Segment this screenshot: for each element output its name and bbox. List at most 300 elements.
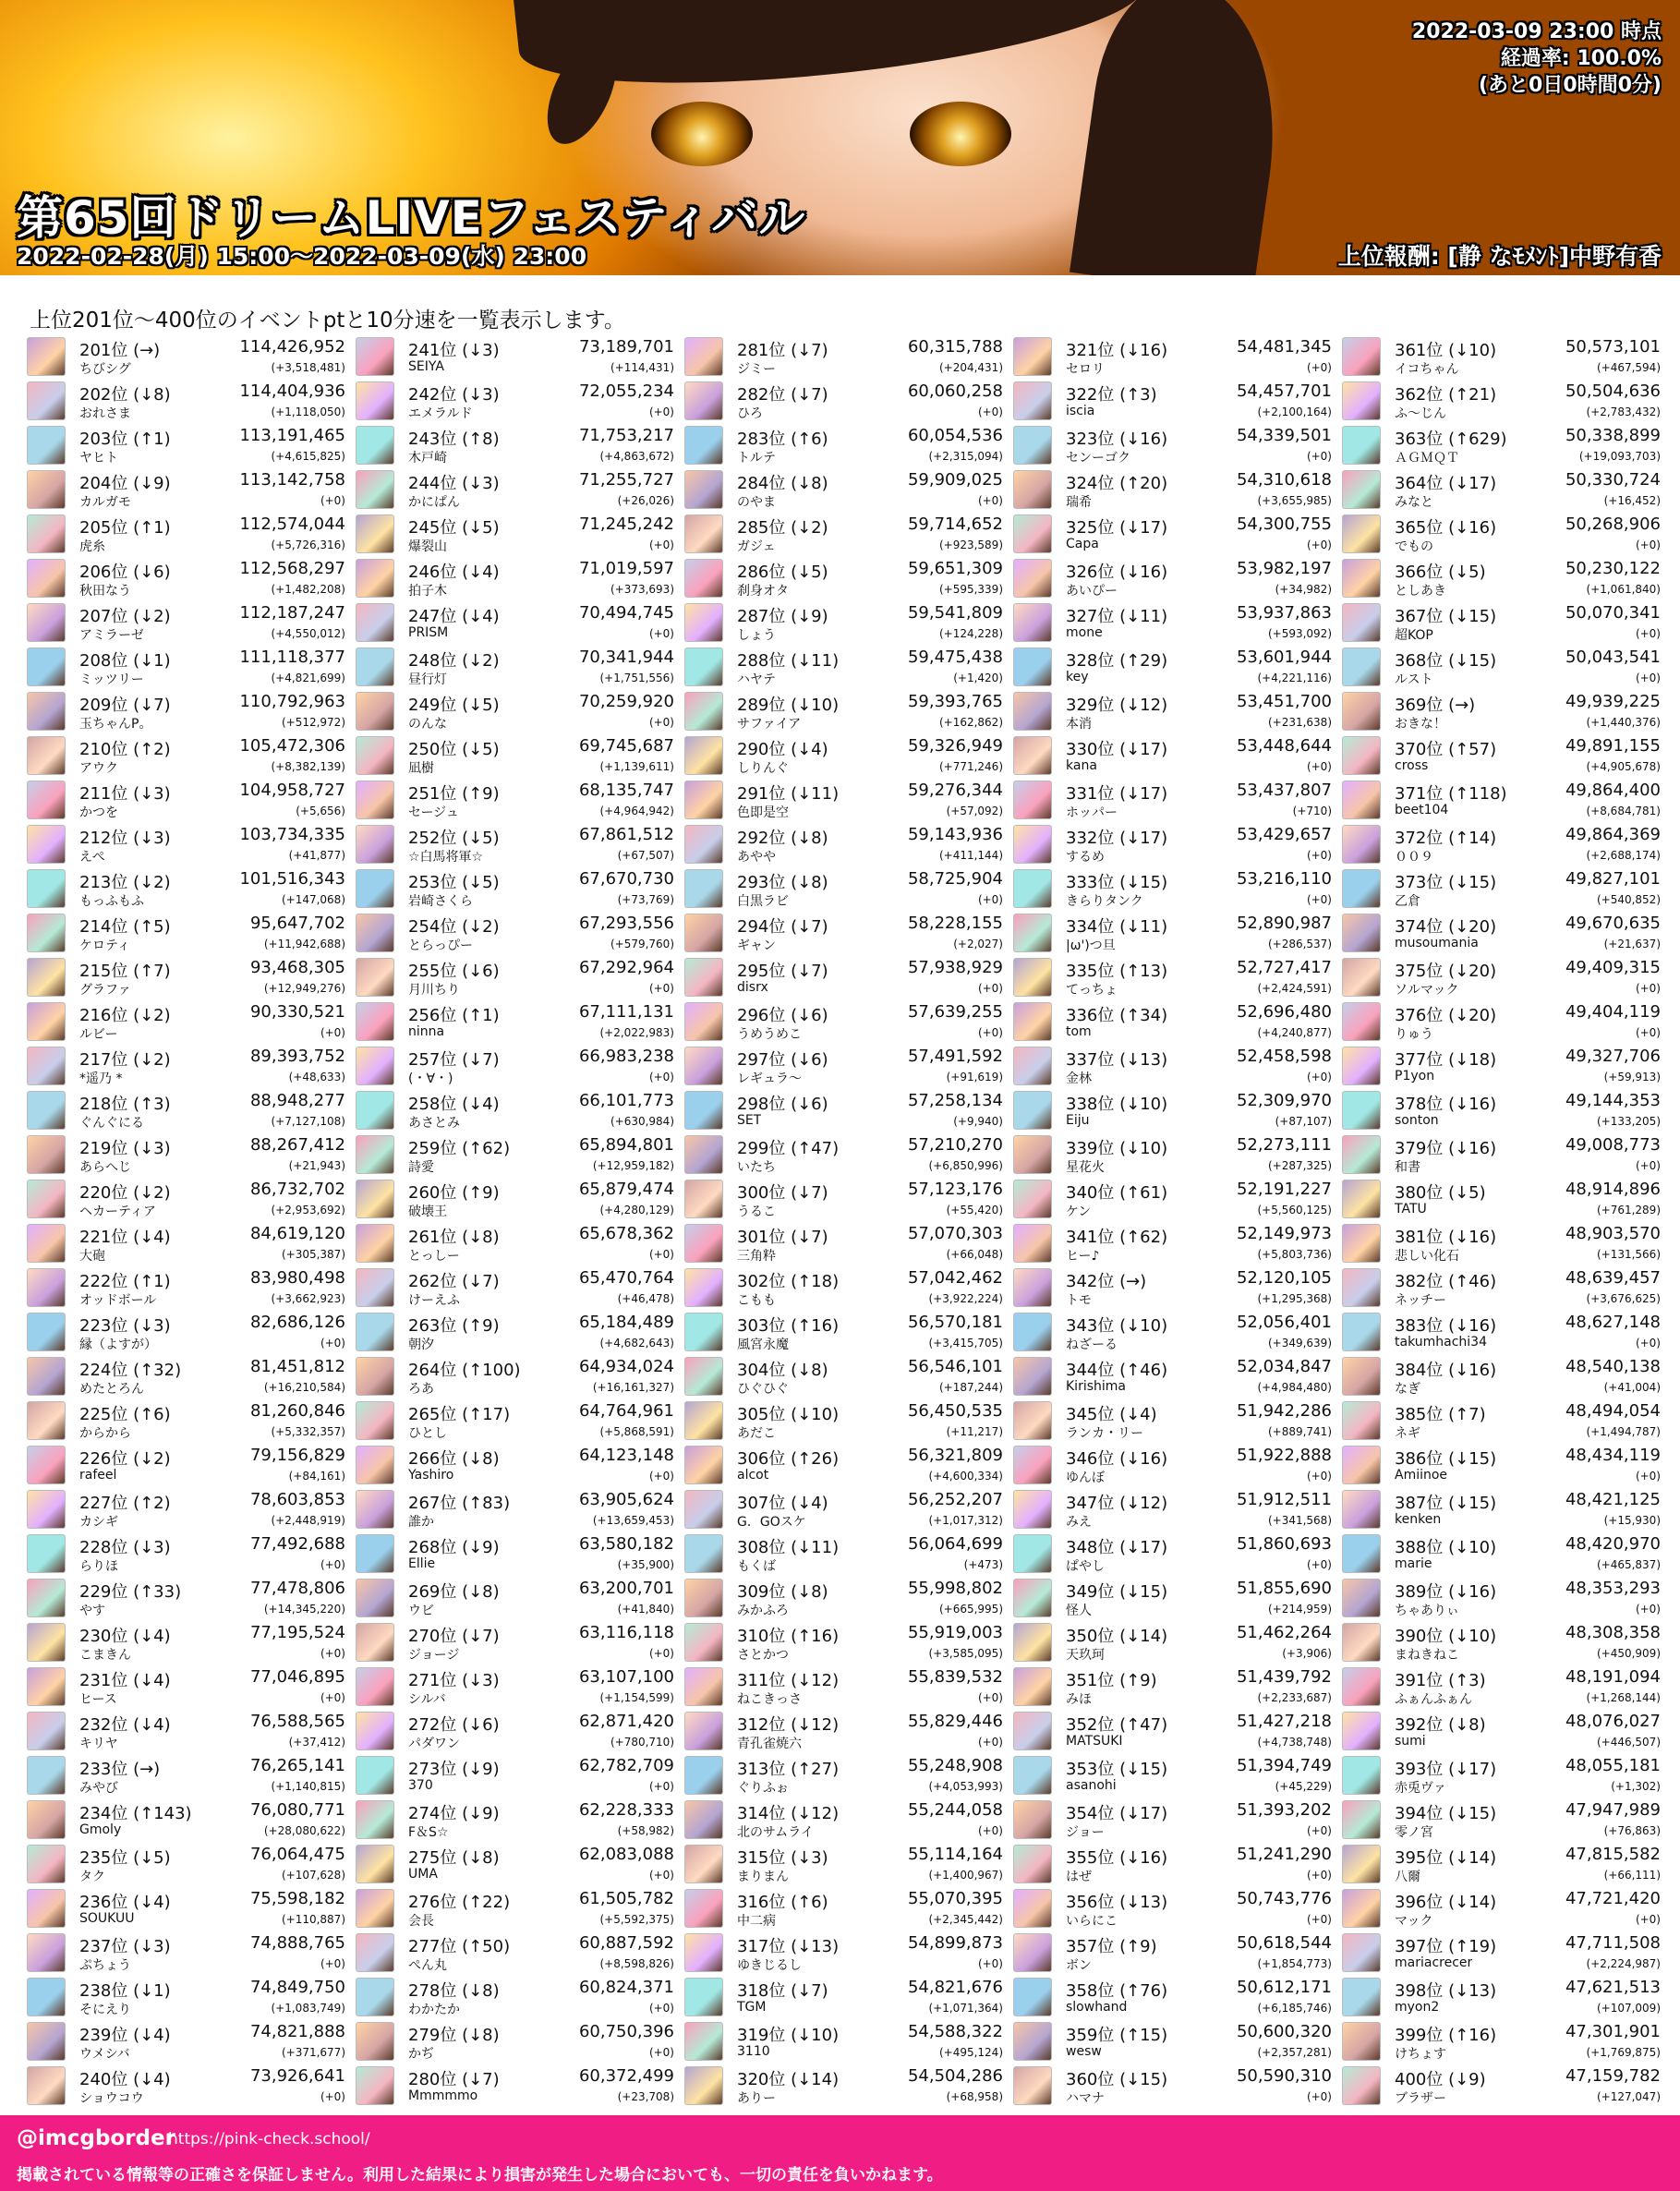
avatar-icon [1342,1268,1381,1307]
ranking-row [1010,955,1334,999]
ten-minute-speed: (+23,708) [617,2090,674,2103]
ten-minute-speed: (+473) [963,1558,1003,1571]
avatar-icon [1013,958,1052,997]
rank-label: 274位 (↓9) [408,1804,500,1823]
ten-minute-speed: (+1,420) [953,672,1003,684]
producer-name: シルバ [408,1692,446,1707]
avatar-icon [27,1933,66,1972]
event-points: 63,107,100 [578,1667,674,1687]
ten-minute-speed: (+0) [977,1736,1003,1749]
ranking-row [682,1088,1005,1132]
ranking-row [24,1044,347,1088]
producer-name: ぐんぐにる [79,1116,144,1131]
producer-name: ショウコウ [79,2091,144,2106]
producer-name: タク [79,1870,105,1884]
rank-label: 324位 (↑20) [1066,474,1168,493]
ten-minute-speed: (+0) [1635,672,1661,684]
producer-name: みえ [1066,1515,1092,1530]
ten-minute-speed: (+1,268,144) [1586,1691,1661,1704]
event-points: 49,144,353 [1565,1091,1661,1110]
ten-minute-speed: (+373,693) [610,583,674,596]
rank-label: 213位 (↓2) [79,873,171,892]
producer-name: ジミー [737,362,776,377]
rank-label: 348位 (↓17) [1066,1538,1168,1557]
ten-minute-speed: (+0) [1306,849,1332,862]
ranking-row [24,822,347,866]
ten-minute-speed: (+15,930) [1603,1514,1661,1527]
producer-name: Yashiro [408,1468,454,1483]
ranking-row [1010,1177,1334,1221]
avatar-icon [684,1845,723,1883]
producer-name: rafeel [79,1468,117,1483]
avatar-icon [684,1579,723,1617]
ranking-row [353,645,676,689]
producer-name: グラファ [79,983,131,998]
rank-label: 278位 (↓8) [408,1981,500,2001]
ten-minute-speed: (+4,905,678) [1586,760,1661,773]
timestamp-block [1412,18,1662,99]
avatar-icon [356,559,394,598]
ten-minute-speed: (+4,863,672) [599,450,674,463]
event-points: 48,076,027 [1565,1712,1661,1731]
event-points: 78,603,853 [249,1490,345,1509]
event-points: 76,064,475 [249,1845,345,1864]
ten-minute-speed: (+0) [1635,539,1661,551]
ten-minute-speed: (+2,688,174) [1586,849,1661,862]
producer-name: おきな！ [1395,717,1446,732]
producer-name: ろあ [408,1382,434,1397]
ten-minute-speed: (+8,684,781) [1586,805,1661,817]
rank-label: 384位 (↓16) [1395,1361,1497,1380]
avatar-icon [27,426,66,465]
ranking-row [353,1443,676,1487]
ranking-row [682,1531,1005,1576]
producer-name: でもの [1395,539,1433,554]
event-points: 65,678,362 [578,1224,674,1243]
avatar-icon [356,1180,394,1218]
producer-name: Gmoly [79,1822,122,1837]
ten-minute-speed: (+4,615,825) [271,450,345,463]
rank-label: 379位 (↓16) [1395,1139,1497,1158]
event-points: 79,156,829 [249,1446,345,1465]
ranking-row [24,512,347,556]
avatar-icon [1013,1889,1052,1928]
ranking-row [353,911,676,955]
producer-name: ぱやし [1066,1559,1105,1574]
event-points: 55,829,446 [907,1712,1003,1731]
avatar-icon [1342,1623,1381,1662]
event-points: 54,310,618 [1236,470,1332,490]
avatar-icon [1342,1224,1381,1263]
ten-minute-speed: (+1,440,376) [1586,716,1661,729]
event-points: 48,639,457 [1565,1268,1661,1288]
event-points: 77,046,895 [249,1667,345,1687]
avatar-icon [1013,736,1052,775]
ten-minute-speed: (+3,662,923) [271,1292,345,1305]
event-points: 50,600,320 [1236,2022,1332,2041]
avatar-icon [27,1978,66,2016]
event-points: 66,983,238 [578,1047,674,1066]
producer-name: かにぱん [408,495,460,510]
producer-name: ヤヒト [79,451,118,466]
ten-minute-speed: (+66,111) [1603,1869,1661,1882]
avatar-icon [27,1357,66,1396]
rank-label: 232位 (↓4) [79,1715,171,1735]
event-points: 59,909,025 [907,470,1003,490]
avatar-icon [1013,514,1052,553]
ranking-row [682,1753,1005,1798]
avatar-icon [356,1047,394,1085]
ten-minute-speed: (+5,656) [296,805,345,817]
producer-name: F＆S☆ [408,1825,449,1840]
producer-name: いたち [737,1160,776,1175]
ranking-row [1339,1265,1662,1310]
rank-label: 391位 (↑3) [1395,1671,1486,1690]
rank-label: 365位 (↓16) [1395,518,1497,538]
avatar-icon [1342,1534,1381,1573]
rank-label: 293位 (↓8) [737,873,828,892]
event-points: 53,429,657 [1236,825,1332,844]
rank-label: 381位 (↓16) [1395,1228,1497,1247]
avatar-icon [684,1268,723,1307]
event-points: 65,894,801 [578,1135,674,1155]
avatar-icon [356,1490,394,1529]
ranking-row [1339,556,1662,600]
event-points: 59,276,344 [907,781,1003,800]
ten-minute-speed: (+21,637) [1603,938,1661,950]
ranking-row [1339,1443,1662,1487]
producer-name: |ω')つ旦 [1066,938,1116,953]
event-points: 53,601,944 [1236,648,1332,667]
ranking-row [353,999,676,1044]
rank-label: 386位 (↓15) [1395,1449,1497,1469]
producer-name: 北のサムライ [737,1825,814,1840]
event-points: 48,191,094 [1565,1667,1661,1687]
ten-minute-speed: (+4,738,748) [1257,1736,1332,1749]
producer-name: いらにこ [1066,1914,1118,1929]
avatar-icon [1013,781,1052,819]
producer-name: 誰か [408,1515,434,1530]
producer-name: ヒース [79,1692,117,1707]
event-points: 50,618,544 [1236,1933,1332,1953]
ranking-row [24,866,347,911]
ranking-row [353,1842,676,1886]
ten-minute-speed: (+107,628) [281,1869,345,1882]
producer-name: 星花火 [1066,1160,1105,1175]
event-points: 63,116,118 [578,1623,674,1642]
avatar-icon [684,914,723,952]
event-points: 50,338,899 [1565,426,1661,445]
ranking-row [24,911,347,955]
rank-label: 207位 (↓2) [79,607,171,626]
event-points: 56,321,809 [907,1446,1003,1465]
producer-name: 本消 [1066,717,1092,732]
ten-minute-speed: (+923,589) [938,539,1003,551]
producer-name: みかふろ [737,1604,789,1618]
rank-label: 266位 (↓8) [408,1449,500,1469]
ranking-row [1010,1088,1334,1132]
ten-minute-speed: (+0) [648,2002,674,2015]
ranking-row [1010,1310,1334,1354]
event-points: 67,670,730 [578,869,674,889]
producer-name: ハヤテ [737,672,776,687]
event-points: 54,821,676 [907,1978,1003,1997]
avatar-icon [1342,2022,1381,2061]
ten-minute-speed: (+1,400,967) [928,1869,1003,1882]
rank-label: 241位 (↓3) [408,341,500,360]
ten-minute-speed: (+12,949,276) [263,982,345,995]
avatar-icon [1013,603,1052,642]
ten-minute-speed: (+37,412) [288,1736,345,1749]
event-points: 49,008,773 [1565,1135,1661,1155]
ten-minute-speed: (+21,943) [288,1159,345,1172]
producer-name: とっしー [408,1249,460,1264]
producer-name: らりほ [79,1559,118,1574]
ranking-row [1339,733,1662,778]
producer-name: パダワン [408,1737,460,1751]
event-points: 58,228,155 [907,914,1003,933]
producer-name: 会長 [408,1914,434,1929]
producer-name: けちょす [1395,2047,1446,2062]
rank-label: 210位 (↑2) [79,740,171,759]
rank-label: 295位 (↓7) [737,962,828,981]
avatar-icon [684,337,723,376]
event-points: 101,516,343 [239,869,345,889]
ranking-row [682,778,1005,822]
producer-name: エメラルド [408,406,473,421]
ranking-row [1010,379,1334,423]
event-points: 110,792,963 [239,692,345,711]
producer-name: マック [1395,1914,1433,1929]
ten-minute-speed: (+34,982) [1275,583,1332,596]
rank-label: 262位 (↓7) [408,1272,500,1291]
ten-minute-speed: (+465,837) [1596,1558,1661,1571]
rank-label: 230位 (↓4) [79,1627,171,1646]
rank-label: 385位 (↑7) [1395,1405,1486,1424]
ten-minute-speed: (+7,127,108) [271,1115,345,1128]
rank-label: 298位 (↓6) [737,1095,828,1114]
producer-name: ninna [408,1024,445,1039]
avatar-icon [1342,648,1381,686]
producer-name: のんな [408,717,447,732]
rank-label: 238位 (↓1) [79,1981,171,2001]
event-points: 77,492,688 [249,1534,345,1554]
avatar-icon [1013,1667,1052,1706]
rank-label: 337位 (↓13) [1066,1050,1168,1070]
producer-name: slowhand [1066,2000,1128,2015]
ranking-row [24,1177,347,1221]
ranking-row [1339,2019,1662,2064]
ten-minute-speed: (+5,592,375) [599,1913,674,1926]
ten-minute-speed: (+5,868,591) [599,1425,674,1438]
event-points: 105,472,306 [239,736,345,756]
ranking-row [1339,1886,1662,1931]
avatar-icon [684,869,723,908]
avatar-icon [27,1667,66,1706]
event-points: 112,568,297 [239,559,345,578]
ten-minute-speed: (+66,048) [946,1248,1003,1261]
ten-minute-speed: (+26,026) [617,494,674,507]
ten-minute-speed: (+2,448,919) [271,1514,345,1527]
ranking-column [24,334,347,2108]
event-points: 112,187,247 [239,603,345,623]
rank-label: 257位 (↓7) [408,1050,500,1070]
ranking-row [682,1975,1005,2019]
producer-name: ソルマック [1395,983,1459,998]
producer-name: ネギ [1395,1426,1420,1441]
ranking-row [1339,866,1662,911]
ranking-row [353,689,676,733]
event-points: 56,064,699 [907,1534,1003,1554]
avatar-icon [356,381,394,420]
event-points: 95,647,702 [249,914,345,933]
producer-name: kana [1066,758,1097,773]
avatar-icon [1013,1357,1052,1396]
rank-label: 394位 (↓15) [1395,1804,1497,1823]
twitter-handle[interactable]: @imcgborder [17,2126,175,2150]
ten-minute-speed: (+2,027) [953,938,1003,950]
rank-label: 308位 (↓11) [737,1538,840,1557]
avatar-icon [27,1534,66,1573]
event-points: 50,070,341 [1565,603,1661,623]
producer-name: そにえり [79,2003,131,2017]
event-points: 52,056,401 [1236,1313,1332,1332]
event-points: 70,341,944 [578,648,674,667]
ten-minute-speed: (+3,655,985) [1257,494,1332,507]
producer-name: トルテ [737,451,776,466]
producer-name: するめ [1066,850,1105,865]
event-points: 104,958,727 [239,781,345,800]
ranking-row [1339,600,1662,645]
ten-minute-speed: (+5,726,316) [271,539,345,551]
producer-name: disrx [737,980,768,995]
ranking-row [353,1709,676,1753]
avatar-icon [1013,1756,1052,1795]
ten-minute-speed: (+11,217) [946,1425,1003,1438]
event-points: 65,470,764 [578,1268,674,1288]
producer-name: 凪樹 [408,761,434,776]
ten-minute-speed: (+3,676,625) [1586,1292,1661,1305]
producer-name: 詩愛 [408,1160,434,1175]
ten-minute-speed: (+0) [1306,539,1332,551]
rank-label: 331位 (↓17) [1066,784,1168,804]
avatar-icon [1013,1268,1052,1307]
producer-name: ボン [1066,1958,1092,1973]
avatar-icon [27,1712,66,1750]
event-points: 48,914,896 [1565,1180,1661,1199]
avatar-icon [1342,1313,1381,1351]
ten-minute-speed: (+46,478) [617,1292,674,1305]
rank-label: 316位 (↑6) [737,1893,828,1912]
avatar-icon [1342,825,1381,864]
producer-name: TGM [737,2000,767,2015]
rank-label: 297位 (↓6) [737,1050,828,1070]
rank-label: 334位 (↓11) [1066,917,1168,937]
avatar-icon [684,958,723,997]
ranking-row [682,1132,1005,1177]
ranking-row [1010,1798,1334,1842]
ten-minute-speed: (+2,357,281) [1257,2046,1332,2059]
eye-left [651,102,753,166]
avatar-icon [356,958,394,997]
producer-name: みなと [1395,495,1433,510]
event-points: 48,903,570 [1565,1224,1661,1243]
event-points: 59,541,809 [907,603,1003,623]
event-points: 52,120,105 [1236,1268,1332,1288]
ten-minute-speed: (+0) [1306,893,1332,906]
ranking-row [1010,689,1334,733]
rank-label: 330位 (↓17) [1066,740,1168,759]
ten-minute-speed: (+4,821,699) [271,672,345,684]
ten-minute-speed: (+2,424,591) [1257,982,1332,995]
avatar-icon [356,914,394,952]
ten-minute-speed: (+231,638) [1267,716,1332,729]
ten-minute-speed: (+76,863) [1603,1824,1661,1837]
rank-label: 335位 (↑13) [1066,962,1168,981]
avatar-icon [1013,1047,1052,1085]
ranking-row [1010,1886,1334,1931]
site-link[interactable]: https://pink-check.school/ [168,2130,370,2149]
ranking-row [1010,1221,1334,1265]
ranking-row [682,556,1005,600]
producer-name: 悲しい化石 [1395,1249,1459,1264]
rank-label: 299位 (↑47) [737,1139,840,1158]
avatar-icon [1342,514,1381,553]
ranking-row [1339,334,1662,379]
rank-label: 327位 (↓11) [1066,607,1168,626]
producer-name: きらりタンク [1066,894,1143,909]
ranking-row [1010,866,1334,911]
avatar-icon [356,1534,394,1573]
rank-label: 303位 (↑16) [737,1316,840,1336]
event-points: 60,315,788 [907,337,1003,357]
producer-name: もっふもふ [79,894,144,909]
rank-label: 247位 (↓4) [408,607,500,626]
ranking-row [353,512,676,556]
event-points: 81,451,812 [249,1357,345,1376]
rank-label: 258位 (↓4) [408,1095,500,1114]
avatar-icon [356,869,394,908]
ranking-row [353,1398,676,1443]
producer-name: けーえふ [408,1293,460,1308]
avatar-icon [356,1712,394,1750]
ranking-row [682,1931,1005,1975]
ranking-row [24,423,347,467]
avatar-icon [1013,1712,1052,1750]
producer-name: 3110 [737,2044,770,2059]
ranking-row [1010,1044,1334,1088]
rank-label: 305位 (↓10) [737,1405,840,1424]
ten-minute-speed: (+0) [648,982,674,995]
producer-name: mone [1066,625,1103,640]
ten-minute-speed: (+41,004) [1603,1381,1661,1394]
avatar-icon [27,736,66,775]
rank-label: 400位 (↓9) [1395,2070,1486,2089]
ten-minute-speed: (+889,741) [1267,1425,1332,1438]
rank-label: 367位 (↓15) [1395,607,1497,626]
ten-minute-speed: (+19,093,703) [1578,450,1661,463]
event-points: 49,864,369 [1565,825,1661,844]
ten-minute-speed: (+6,850,996) [928,1159,1003,1172]
ranking-row [24,1886,347,1931]
ranking-row [1339,1088,1662,1132]
event-points: 55,839,532 [907,1667,1003,1687]
producer-name: ００９ [1395,850,1433,865]
ranking-row [1339,1798,1662,1842]
avatar-icon [1342,1401,1381,1440]
avatar-icon [356,2066,394,2105]
avatar-icon [27,1224,66,1263]
